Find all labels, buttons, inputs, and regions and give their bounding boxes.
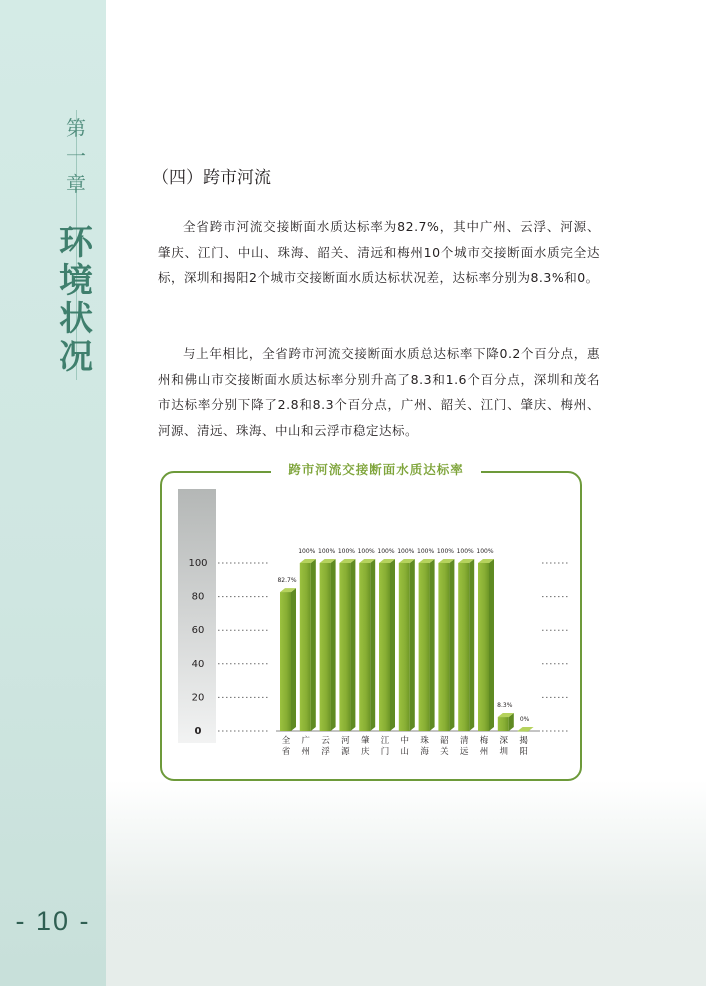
bar-side <box>311 559 316 731</box>
bar-side <box>469 559 474 731</box>
y-tick-label: 100 <box>188 558 208 569</box>
bar-side <box>331 559 336 731</box>
bar <box>320 563 331 731</box>
category-label: 海 <box>420 747 429 757</box>
chapter-title-char: 况 <box>59 337 93 377</box>
bar-side <box>350 559 355 731</box>
chapter-label-char: 章 <box>66 172 86 196</box>
bar <box>339 563 350 731</box>
y-tick-label: 60 <box>191 625 205 637</box>
category-label: 珠 <box>420 736 429 746</box>
category-label: 门 <box>380 747 390 757</box>
bar-side <box>449 559 454 731</box>
chapter-label-char: 第 <box>66 116 86 140</box>
section-title: （四）跨市河流 <box>152 168 271 188</box>
category-label: 韶 <box>440 736 449 746</box>
category-label: 江 <box>380 736 390 746</box>
data-label: 8.3% <box>497 702 513 710</box>
category-label: 省 <box>281 747 291 757</box>
category-label: 清 <box>459 736 469 746</box>
data-label: 100% <box>357 548 375 555</box>
category-label: 远 <box>459 747 469 757</box>
bar-side <box>489 559 494 731</box>
category-label: 梅 <box>479 736 489 746</box>
bar <box>300 563 311 731</box>
bar-side <box>430 559 435 731</box>
data-label: 100% <box>298 548 316 555</box>
bar <box>419 563 430 731</box>
category-label: 云 <box>321 736 330 746</box>
y-tick-label: 20 <box>191 692 205 704</box>
category-label: 关 <box>440 747 449 757</box>
data-label: 100% <box>397 548 415 555</box>
y-tick-label: 80 <box>191 591 205 603</box>
y-axis-panel <box>178 489 216 743</box>
data-label: 100% <box>377 548 395 555</box>
category-label: 庆 <box>360 747 370 757</box>
bar-side <box>370 559 375 731</box>
bar <box>458 563 469 731</box>
chapter-title-char: 状 <box>59 299 93 339</box>
y-tick-label: 40 <box>191 658 205 670</box>
chart-title: 跨市河流交接断面水质达标率 <box>271 459 481 481</box>
data-label: 100% <box>337 548 355 555</box>
bar <box>438 563 449 731</box>
bar <box>478 563 489 731</box>
category-label: 广 <box>301 736 311 746</box>
paragraph: 全省跨市河流交接断面水质达标率为82.7%，其中广州、云浮、河源、肇庆、江门、中山、珠海、韶关、清远和梅州10个城市交接断面水质完全达标，深圳和揭阳2个城市交接断面水质达标状况差，达标率分别为8.3%和0。 <box>158 219 600 285</box>
chapter-title-char: 境 <box>59 261 93 301</box>
chapter-title-char: 环 <box>59 223 93 263</box>
category-label: 深 <box>499 736 509 746</box>
category-label: 山 <box>400 747 410 757</box>
bar <box>498 717 509 731</box>
bar <box>399 563 410 731</box>
paragraph: 与上年相比，全省跨市河流交接断面水质总达标率下降0.2个百分点，惠州和佛山市交接断面水质达标率分别升高了8.3和1.6个百分点，深圳和茂名市达标率分别下降了2.8和8.3个百分点，广州、韶关、江门、肇庆、梅州、河源、清远、珠海、中山和云浮市稳定达标。 <box>158 346 600 438</box>
bar-side <box>410 559 415 731</box>
data-label: 100% <box>476 548 494 555</box>
bar <box>379 563 390 731</box>
page-number: - 10 - <box>15 906 91 936</box>
bar <box>518 731 529 732</box>
category-label: 州 <box>301 747 311 757</box>
chapter-label-char: 一 <box>66 144 86 168</box>
category-label: 圳 <box>499 747 509 757</box>
category-label: 阳 <box>519 747 528 757</box>
data-label: 100% <box>417 548 435 555</box>
bar <box>359 563 370 731</box>
category-label: 中 <box>400 736 410 746</box>
category-label: 揭 <box>519 736 528 746</box>
data-label: 100% <box>318 548 336 555</box>
data-label: 100% <box>436 548 454 555</box>
bar <box>280 592 291 731</box>
category-label: 源 <box>341 747 350 757</box>
category-label: 肇 <box>360 736 370 746</box>
category-label: 全 <box>281 736 291 746</box>
data-label: 82.7% <box>277 577 297 585</box>
bar-side <box>390 559 395 731</box>
category-label: 浮 <box>321 747 330 757</box>
bar-side <box>291 588 296 731</box>
category-label: 州 <box>479 747 489 757</box>
bar-top <box>518 727 534 731</box>
data-label: 100% <box>456 548 474 555</box>
category-label: 河 <box>341 736 350 746</box>
data-label: 0% <box>519 716 530 723</box>
y-tick-label: 0 <box>194 726 202 737</box>
